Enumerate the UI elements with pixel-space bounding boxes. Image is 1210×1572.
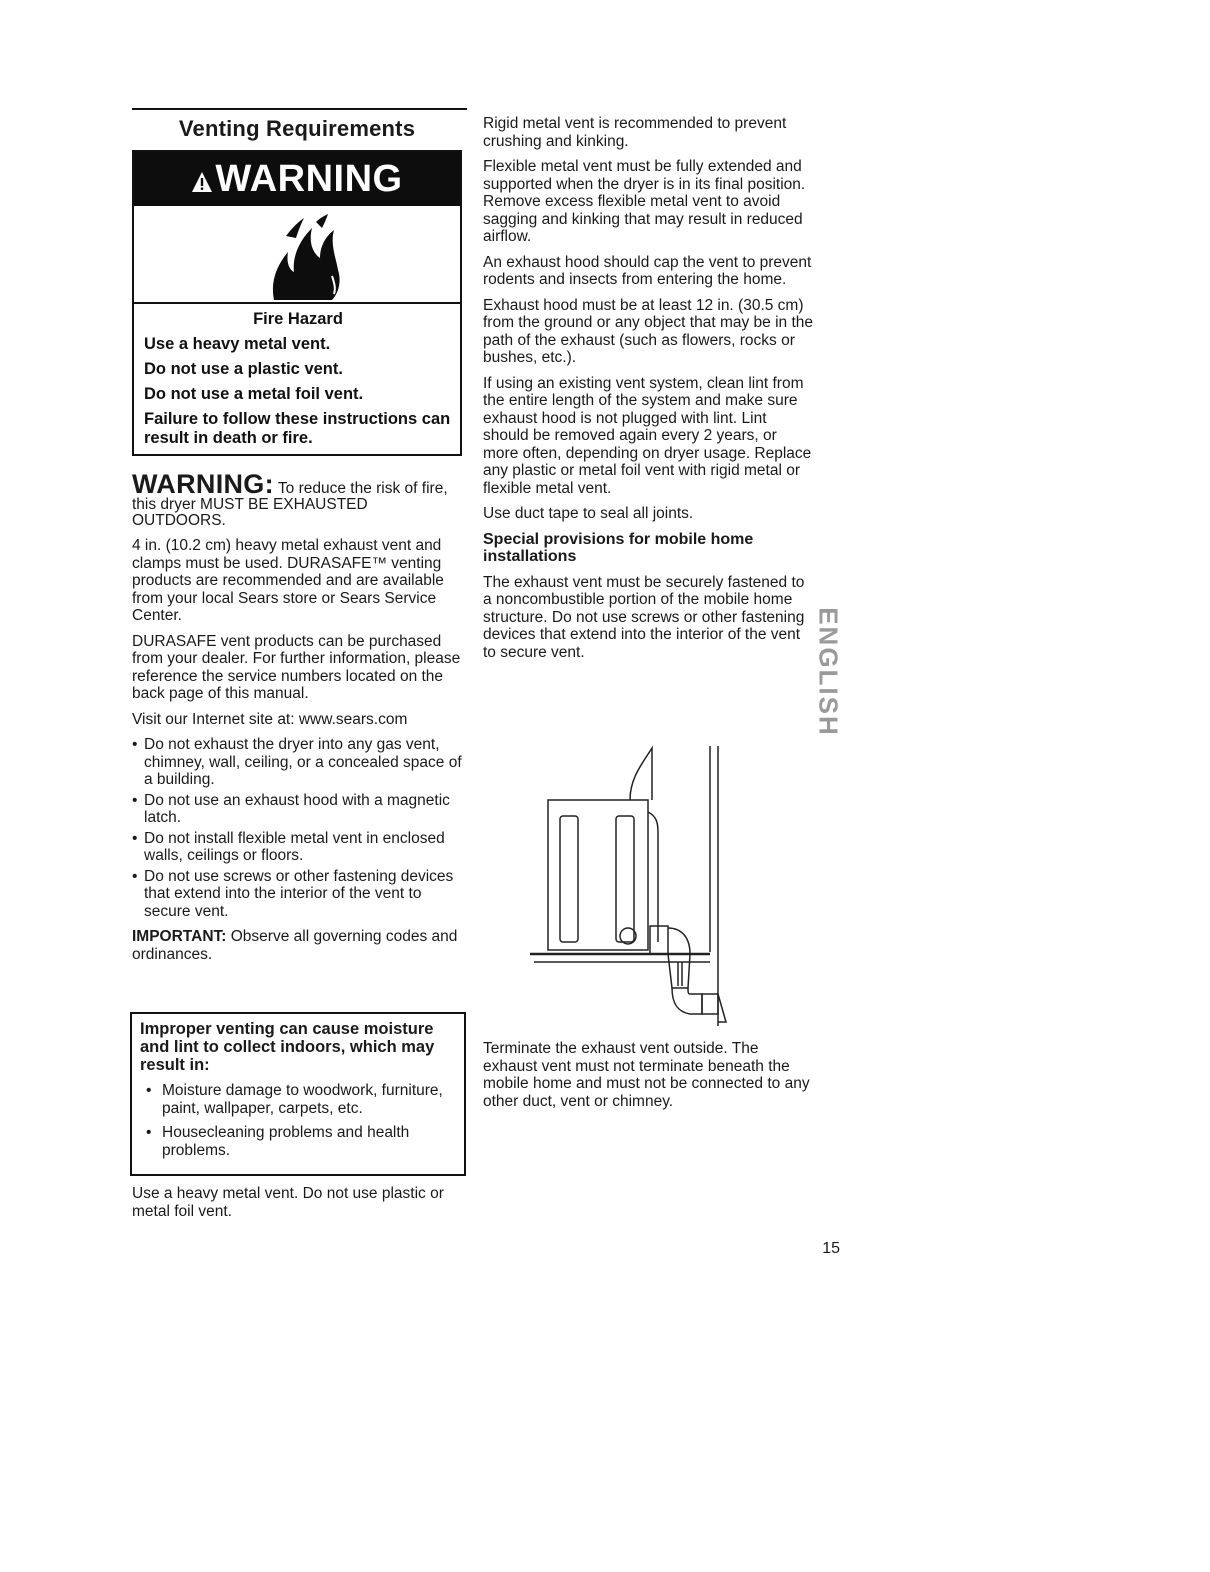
mobile-home-venting-diagram: [530, 742, 770, 1032]
dryer-backguard: [630, 748, 652, 800]
vent-duct: [668, 928, 690, 954]
vent-fitting: [702, 994, 718, 1014]
exhaust-hood: [718, 994, 726, 1022]
paragraph: If using an existing vent system, clean lint from the entire length of the system and make sure exhaust hood is not plugged with lint. Lint should be removed again every 2 years, or more often, depending on dryer usage. Replace any plastic or metal foil vent with rigid metal or flexible metal vent.: [483, 374, 812, 497]
terminate-exhaust-note: Terminate the exhaust vent outside. The exhaust vent must not terminate beneath the mobile home and must not be connected to any other duct, vent or chimney.: [483, 1040, 810, 1110]
hazard-title: Fire Hazard: [253, 310, 343, 328]
consequence-list: [140, 1082, 464, 1160]
paragraph: Flexible metal vent must be fully extended and supported when the dryer is in its final position. Remove excess flexible metal vent to avoid sagging and kinking that may result in reduced airflow.: [483, 158, 806, 245]
paragraph: Use duct tape to seal all joints.: [483, 505, 694, 522]
right-column: [483, 115, 813, 669]
warning-line: Do not use a metal foil vent.: [144, 385, 364, 403]
dryer-panel: [560, 816, 578, 942]
warning-separator: [134, 302, 460, 304]
vent-duct: [672, 988, 702, 1014]
paragraph: Exhaust hood must be at least 12 in. (30.5 cm) from the ground or any object that may be in the path of the exhaust (such as flowers, rocks or bushes, etc.).: [483, 296, 813, 366]
warning-statement: To reduce the risk of fire, this dryer MUST BE EXHAUSTED OUTDOORS.: [132, 480, 448, 529]
warning-triangle-icon: [191, 171, 213, 193]
dryer-body: [548, 800, 648, 950]
list-item: • Do not use an exhaust hood with a magnetic latch.: [132, 792, 464, 827]
list-item: • Moisture damage to woodwork, furniture, paint, wallpaper, carpets, etc.: [140, 1082, 464, 1118]
paragraph: 4 in. (10.2 cm) heavy metal exhaust vent and clamps must be used. DURASAFE™ venting products are recommended and are available from your local Sears store or Sears Service Center.: [132, 537, 444, 624]
warning-line: Failure to follow these instructions can result in death or fire.: [144, 410, 451, 447]
list-item: • Do not install flexible metal vent in enclosed walls, ceilings or floors.: [132, 830, 464, 865]
list-item: • Do not exhaust the dryer into any gas vent, chimney, wall, ceiling, or a concealed space of a building.: [132, 736, 464, 789]
improper-venting-box: [130, 1012, 466, 1176]
vent-elbow: [650, 926, 668, 954]
warning-banner: [134, 152, 460, 206]
venting-rules-list: [132, 736, 464, 920]
improper-venting-heading: Improper venting can cause moisture and lint to collect indoors, which may result in:: [140, 1020, 435, 1074]
warning-label: WARNING:: [132, 469, 274, 499]
fire-hazard-warning-box: [132, 150, 462, 456]
paragraph: An exhaust hood should cap the vent to prevent rodents and insects from entering the home.: [483, 253, 812, 288]
language-side-tab: [813, 582, 844, 762]
section-title: Venting Requirements: [178, 116, 416, 141]
important-label: IMPORTANT:: [132, 928, 227, 945]
vent-duct: [668, 954, 690, 988]
warning-banner-label: WARNING: [215, 158, 403, 200]
warning-line: Use a heavy metal vent.: [144, 335, 331, 353]
important-text: Observe all governing codes and ordinances.: [132, 928, 458, 963]
fire-icon: [264, 214, 344, 302]
mobile-home-heading: Special provisions for mobile home installations: [483, 530, 754, 565]
dryer-panel: [616, 816, 634, 942]
left-column: [132, 469, 464, 971]
heavy-vent-note: Use a heavy metal vent. Do not use plastic or metal foil vent.: [132, 1185, 444, 1220]
warning-line: Do not use a plastic vent.: [144, 360, 343, 378]
paragraph: The exhaust vent must be securely fastened to a noncombustible portion of the mobile home structure. Do not use screws or other fastening devices that extend into the interior of the vent to secure vent.: [483, 573, 805, 661]
paragraph: Rigid metal vent is recommended to prevent crushing and kinking.: [483, 115, 787, 150]
page-number: 15: [822, 1240, 840, 1257]
paragraph: DURASAFE vent products can be purchased from your dealer. For further information, please reference the service numbers located on the back page of this manual.: [132, 632, 461, 702]
website-line: Visit our Internet site at: www.sears.com: [132, 710, 408, 728]
list-item: • Housecleaning problems and health problems.: [140, 1124, 464, 1160]
title-rule: [132, 108, 467, 110]
language-tab-label: ENGLISH: [813, 607, 844, 737]
warning-text: [144, 310, 452, 454]
list-item: • Do not use screws or other fastening devices that extend into the interior of the vent to secure vent.: [132, 868, 464, 921]
dryer-door-edge: [648, 812, 658, 942]
